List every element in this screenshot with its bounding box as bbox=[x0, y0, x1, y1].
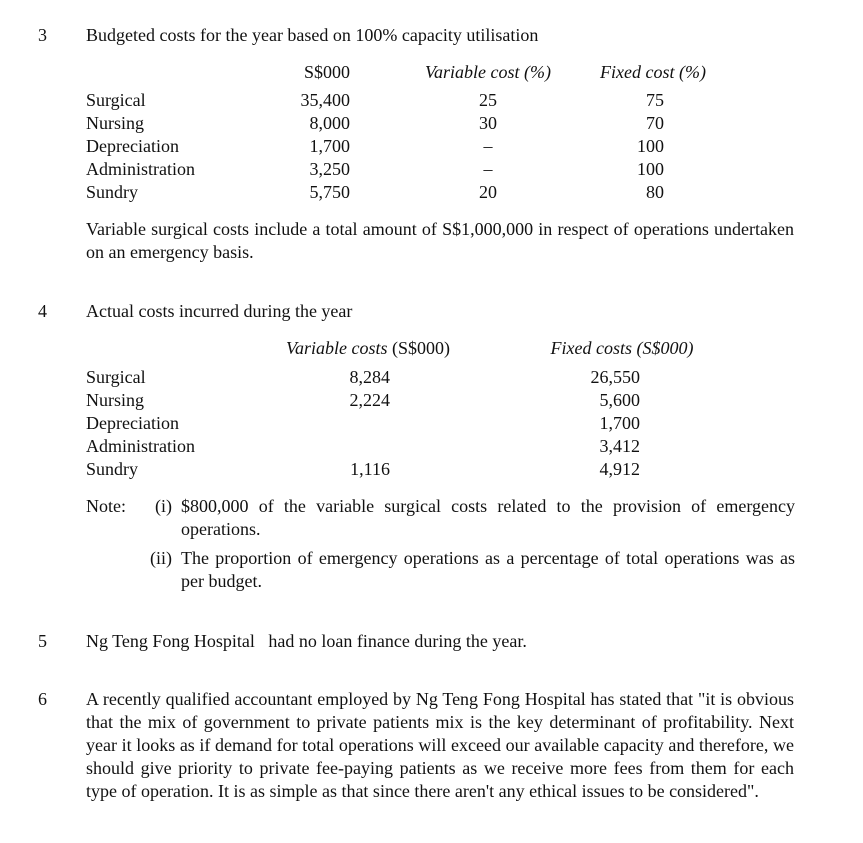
row-amount: 3,250 bbox=[309, 159, 350, 179]
row-label: Nursing bbox=[86, 390, 144, 410]
note-label: Note: bbox=[86, 496, 126, 516]
row-variable-pct: 20 bbox=[479, 182, 497, 202]
note-text: The proportion of emergency operations as a percentage of total operations was as per budget. bbox=[181, 548, 795, 591]
row-fixed-cost: 26,550 bbox=[590, 367, 640, 387]
column-header-fixed-pct: Fixed cost (%) bbox=[600, 62, 706, 82]
column-header-fixed-costs: Fixed costs (S$000) bbox=[550, 338, 694, 358]
section-text: A recently qualified accountant employed by Ng Teng Fong Hospital has stated that "it is obvious that the mix of government to private patients mix is the key determinant of profitability. Next year it looks as if demand for total operations will exceed our available capacity and therefore, we should give priority to private fee-paying patients as we receive more fees from them for each type of operation. It is as simple as that since there aren't any ethical issues to be considered". bbox=[86, 689, 794, 801]
section-number: 6 bbox=[38, 689, 47, 709]
row-variable-pct: – bbox=[483, 159, 493, 179]
row-fixed-cost: 4,912 bbox=[599, 459, 640, 479]
row-fixed-pct: 80 bbox=[646, 182, 664, 202]
row-variable-pct: 25 bbox=[479, 90, 497, 110]
row-fixed-pct: 100 bbox=[637, 136, 664, 156]
row-variable-pct: 30 bbox=[479, 113, 497, 133]
row-label: Surgical bbox=[86, 90, 146, 110]
row-amount: 5,750 bbox=[309, 182, 350, 202]
row-fixed-cost: 1,700 bbox=[599, 413, 640, 433]
row-label: Sundry bbox=[86, 459, 139, 479]
section-note: Variable surgical costs include a total amount of S$1,000,000 in respect of operations undertaken on an emergency basis. bbox=[86, 219, 794, 262]
row-variable-cost: 1,116 bbox=[350, 459, 390, 479]
row-fixed-cost: 3,412 bbox=[599, 436, 640, 456]
note-marker: (ii) bbox=[150, 548, 172, 568]
section-heading: Budgeted costs for the year based on 100% capacity utilisation bbox=[86, 25, 539, 45]
section-number: 4 bbox=[38, 301, 47, 321]
row-fixed-cost: 5,600 bbox=[599, 390, 640, 410]
row-amount: 1,700 bbox=[309, 136, 350, 156]
note-marker: (i) bbox=[155, 496, 172, 516]
note-text: $800,000 of the variable surgical costs related to the provision of emergency operations. bbox=[181, 496, 795, 539]
row-label: Sundry bbox=[86, 182, 139, 202]
column-header-variable-costs: Variable costs (S$000) bbox=[286, 338, 450, 358]
section-text: Ng Teng Fong Hospital had no loan finance during the year. bbox=[86, 631, 527, 651]
section-number: 5 bbox=[38, 631, 47, 651]
row-label: Depreciation bbox=[86, 413, 179, 433]
row-fixed-pct: 75 bbox=[646, 90, 664, 110]
row-amount: 8,000 bbox=[309, 113, 350, 133]
row-label: Administration bbox=[86, 436, 195, 456]
row-label: Administration bbox=[86, 159, 195, 179]
row-variable-cost: 8,284 bbox=[349, 367, 390, 387]
row-label: Surgical bbox=[86, 367, 146, 387]
section-number: 3 bbox=[38, 25, 47, 45]
row-amount: 35,400 bbox=[300, 90, 350, 110]
section-heading: Actual costs incurred during the year bbox=[86, 301, 353, 321]
row-fixed-pct: 100 bbox=[637, 159, 664, 179]
row-variable-cost: 2,224 bbox=[349, 390, 390, 410]
row-fixed-pct: 70 bbox=[646, 113, 664, 133]
column-header-amount: S$000 bbox=[303, 62, 350, 82]
column-header-variable-pct: Variable cost (%) bbox=[425, 62, 551, 82]
row-label: Nursing bbox=[86, 113, 144, 133]
row-variable-pct: – bbox=[483, 136, 493, 156]
row-label: Depreciation bbox=[86, 136, 179, 156]
